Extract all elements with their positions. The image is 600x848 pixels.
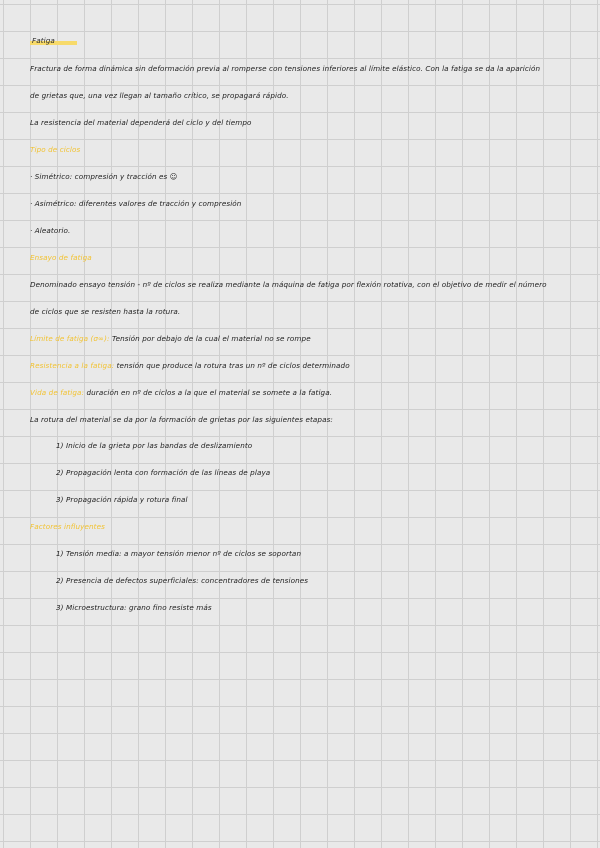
cycle-type-item: · Aleatorio. (30, 226, 71, 235)
rupture-intro: La rotura del material se da por la formación de grietas por las siguientes etapas: (30, 415, 333, 424)
intro-line-2: de grietas que, una vez llegan al tamaño crítico, se propagará rápido. (30, 91, 289, 100)
rupture-step: 1) Inicio de la grieta por las bandas de deslizamiento (56, 441, 253, 450)
definition-fatigue-life (30, 388, 585, 398)
test-heading: Ensayo de fatiga (30, 253, 92, 262)
intro-line-3: La resistencia del material dependerá del ciclo y del tiempo (30, 118, 252, 127)
cycle-type-item: · Simétrico: compresión y tracción es ☺ (30, 172, 178, 181)
definition-text: duración en nº de ciclos a la que el material se somete a la fatiga. (84, 388, 333, 397)
definition-term: Límite de fatiga (σ∞): (30, 334, 110, 343)
definition-term: Vida de fatiga: (30, 388, 85, 397)
definition-text: tensión que produce la rotura tras un nº de ciclos determinado (114, 361, 350, 370)
definition-text: Tensión por debajo de la cual el material no se rompe (109, 334, 311, 343)
page-title-row (30, 36, 585, 46)
rupture-step: 3) Propagación rápida y rotura final (56, 495, 188, 504)
factors-heading: Factores influyentes (30, 522, 105, 531)
test-line-1: Denominado ensayo tensión - nº de ciclos se realiza mediante la máquina de fatiga por flexión rotativa, con el objetivo de medir el número (30, 280, 547, 289)
factor-item: 3) Microestructura: grano fino resiste más (56, 603, 212, 612)
definition-term: Resistencia a la fatiga: (30, 361, 115, 370)
rupture-step: 2) Propagación lenta con formación de las líneas de playa (56, 468, 271, 477)
definition-fatigue-limit (30, 334, 585, 344)
definition-fatigue-strength (30, 361, 585, 371)
intro-line-1: Fractura de forma dinámica sin deformación previa al romperse con tensiones inferiores al límite elástico. Con la fatiga se da la aparición (30, 64, 541, 73)
factor-item: 1) Tensión media: a mayor tensión menor nº de ciclos se soportan (56, 549, 302, 558)
factor-item: 2) Presencia de defectos superficiales: concentradores de tensiones (56, 576, 309, 585)
cycle-type-item: · Asimétrico: diferentes valores de tracción y compresión (30, 199, 242, 208)
page-title: Fatiga (30, 36, 77, 45)
cycle-types-heading: Tipo de ciclos (30, 145, 81, 154)
test-line-2: de ciclos que se resisten hasta la rotura. (30, 307, 181, 316)
